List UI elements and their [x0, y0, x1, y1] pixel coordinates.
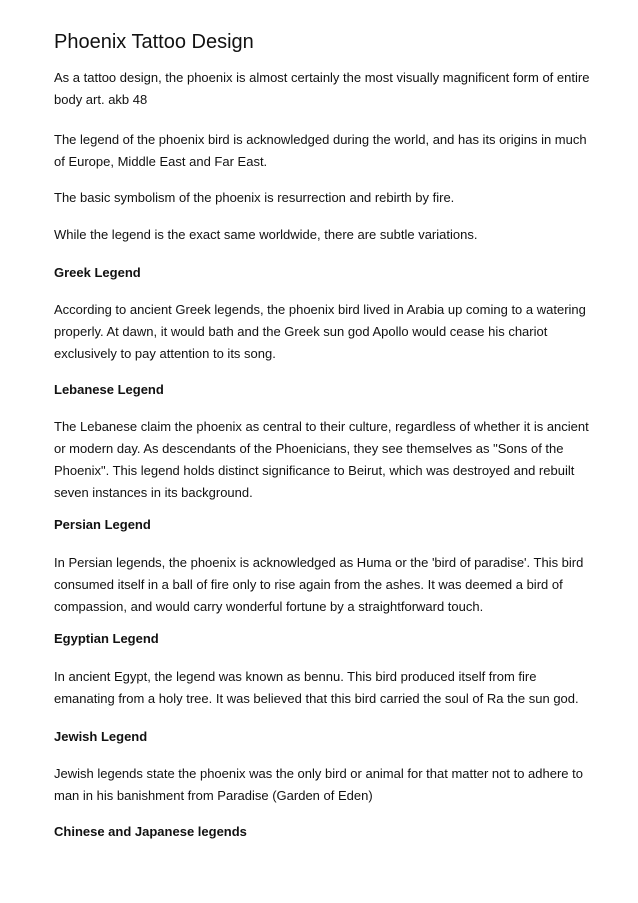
- intro-paragraph-2: The legend of the phoenix bird is acknowledged during the world, and has its origins in much of Europe, Middle East and Far East.: [54, 132, 587, 169]
- intro-paragraph-3: The basic symbolism of the phoenix is resurrection and rebirth by fire.: [54, 190, 455, 205]
- section-heading-chinese-japanese: Chinese and Japanese legends: [54, 824, 247, 839]
- section-heading-greek: Greek Legend: [54, 265, 141, 280]
- section-text-greek: According to ancient Greek legends, the phoenix bird lived in Arabia up coming to a watering properly. At dawn, it would bath and the Greek sun god Apollo would cease his chariot exclusively to pay attention to its song.: [54, 302, 586, 361]
- section-text-persian: In Persian legends, the phoenix is acknowledged as Huma or the 'bird of paradise'. This bird consumed itself in a ball of fire only to rise again from the ashes. It was deemed a bird of compassion, and would carry wonderful fortune by a straightforward touch.: [54, 555, 584, 614]
- page-title: Phoenix Tattoo Design: [54, 31, 254, 53]
- intro-paragraph-4: While the legend is the exact same worldwide, there are subtle variations.: [54, 227, 478, 242]
- section-heading-jewish: Jewish Legend: [54, 729, 148, 744]
- section-text-jewish: Jewish legends state the phoenix was the only bird or animal for that matter not to adhere to man in his banishment from Paradise (Garden of Eden): [54, 766, 583, 803]
- section-heading-egyptian: Egyptian Legend: [54, 631, 159, 646]
- intro-paragraph-1: As a tattoo design, the phoenix is almost certainly the most visually magnificent form of entire body art. akb 48: [54, 70, 590, 107]
- section-heading-lebanese: Lebanese Legend: [54, 382, 164, 397]
- section-text-lebanese: The Lebanese claim the phoenix as central to their culture, regardless of whether it is ancient or modern day. As descendants of the Phoenicians, they see themselves as "Sons of the Phoenix". This legend holds distinct significance to Beirut, which was destroyed and rebuilt seven instances in its background.: [54, 419, 589, 500]
- section-heading-persian: Persian Legend: [54, 517, 151, 532]
- section-text-egyptian: In ancient Egypt, the legend was known as bennu. This bird produced itself from fire emanating from a holy tree. It was believed that this bird carried the soul of Ra the sun god.: [54, 669, 579, 706]
